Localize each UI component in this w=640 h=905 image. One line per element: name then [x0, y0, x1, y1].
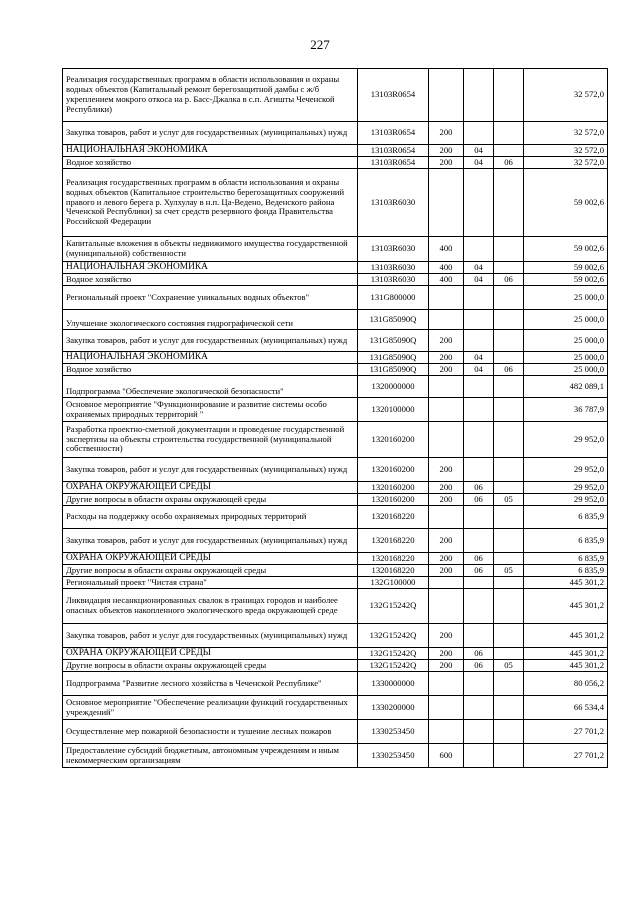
amount: 6 835,9 [524, 529, 608, 553]
amount: 80 056,2 [524, 672, 608, 696]
amount: 445 301,2 [524, 624, 608, 648]
section-code [464, 506, 494, 529]
amount: 32 572,0 [524, 122, 608, 145]
subsection-code [494, 122, 524, 145]
amount: 25 000,0 [524, 330, 608, 352]
subsection-code [494, 237, 524, 262]
expense-type [429, 398, 464, 422]
subsection-code [494, 529, 524, 553]
row-name: Улучшение экологического состояния гидрографической сети [63, 310, 358, 330]
target-code: 1330200000 [358, 696, 429, 720]
expense-type: 200 [429, 529, 464, 553]
row-name: ОХРАНА ОКРУЖАЮЩЕЙ СРЕДЫ [63, 553, 358, 565]
expense-type [429, 577, 464, 589]
target-code: 1320160200 [358, 458, 429, 482]
section-code: 06 [464, 565, 494, 577]
subsection-code: 06 [494, 157, 524, 169]
expense-type: 400 [429, 262, 464, 274]
expense-type: 200 [429, 482, 464, 494]
subsection-code: 05 [494, 494, 524, 506]
expense-type: 200 [429, 565, 464, 577]
amount: 25 000,0 [524, 310, 608, 330]
amount: 445 301,2 [524, 648, 608, 660]
table-row [63, 660, 608, 672]
table-row [63, 696, 608, 720]
table-row [63, 744, 608, 768]
target-code: 13103R0654 [358, 157, 429, 169]
row-name: Другие вопросы в области охраны окружающей среды [63, 494, 358, 506]
subsection-code [494, 648, 524, 660]
section-code [464, 122, 494, 145]
table-row [63, 422, 608, 458]
expense-type: 200 [429, 157, 464, 169]
section-code: 04 [464, 145, 494, 157]
subsection-code [494, 422, 524, 458]
section-code [464, 672, 494, 696]
section-code [464, 310, 494, 330]
row-name: Региональный проект "Сохранение уникальных водных объектов" [63, 286, 358, 310]
expense-type: 400 [429, 237, 464, 262]
table-row [63, 494, 608, 506]
row-name: Расходы на поддержку особо охраняемых природных территорий [63, 506, 358, 529]
target-code: 132G100000 [358, 577, 429, 589]
amount: 27 701,2 [524, 720, 608, 744]
row-name: НАЦИОНАЛЬНАЯ ЭКОНОМИКА [63, 262, 358, 274]
section-code [464, 398, 494, 422]
section-code [464, 744, 494, 768]
subsection-code [494, 624, 524, 648]
section-code [464, 577, 494, 589]
target-code: 1320168220 [358, 529, 429, 553]
amount: 29 952,0 [524, 482, 608, 494]
target-code: 131G85090Q [358, 310, 429, 330]
subsection-code [494, 69, 524, 122]
subsection-code [494, 482, 524, 494]
amount: 6 835,9 [524, 565, 608, 577]
target-code: 13103R0654 [358, 145, 429, 157]
section-code: 04 [464, 364, 494, 376]
section-code: 06 [464, 482, 494, 494]
target-code: 1320168220 [358, 565, 429, 577]
expense-type: 200 [429, 648, 464, 660]
row-name: Закупка товаров, работ и услуг для государственных (муниципальных) нужд [63, 458, 358, 482]
section-code: 06 [464, 648, 494, 660]
expense-type [429, 286, 464, 310]
amount: 25 000,0 [524, 286, 608, 310]
section-code: 06 [464, 494, 494, 506]
target-code: 132G15242Q [358, 589, 429, 624]
section-code [464, 330, 494, 352]
target-code: 13103R6030 [358, 237, 429, 262]
amount: 59 002,6 [524, 169, 608, 237]
row-name: Региональный проект "Чистая страна" [63, 577, 358, 589]
subsection-code [494, 310, 524, 330]
row-name: Водное хозяйство [63, 157, 358, 169]
amount: 59 002,6 [524, 237, 608, 262]
row-name: Основное мероприятие "Функционирование и развитие системы особо охраняемых природных территорий " [63, 398, 358, 422]
expense-type: 400 [429, 274, 464, 286]
section-code [464, 720, 494, 744]
target-code: 1330000000 [358, 672, 429, 696]
target-code: 131G800000 [358, 286, 429, 310]
subsection-code [494, 744, 524, 768]
row-name: Другие вопросы в области охраны окружающей среды [63, 660, 358, 672]
section-code [464, 286, 494, 310]
section-code: 06 [464, 553, 494, 565]
section-code [464, 376, 494, 398]
table-row [63, 553, 608, 565]
subsection-code: 05 [494, 565, 524, 577]
expense-type [429, 720, 464, 744]
row-name: Разработка проектно-сметной документации и проведение государственной экспертизы на объекты строительства государственной (муниципальной собственности) [63, 422, 358, 458]
expense-type: 600 [429, 744, 464, 768]
target-code: 132G15242Q [358, 624, 429, 648]
target-code: 1320160200 [358, 482, 429, 494]
section-code [464, 529, 494, 553]
table-row [63, 565, 608, 577]
table-row [63, 398, 608, 422]
table-row [63, 720, 608, 744]
budget-table-body [63, 69, 608, 768]
page-number: 227 [310, 37, 330, 52]
table-row [63, 122, 608, 145]
expense-type [429, 422, 464, 458]
target-code: 132G15242Q [358, 660, 429, 672]
target-code: 13103R6030 [358, 274, 429, 286]
expense-type [429, 169, 464, 237]
section-code [464, 624, 494, 648]
amount: 29 952,0 [524, 458, 608, 482]
section-code [464, 237, 494, 262]
amount: 482 089,1 [524, 376, 608, 398]
table-row [63, 529, 608, 553]
row-name: ОХРАНА ОКРУЖАЮЩЕЙ СРЕДЫ [63, 648, 358, 660]
amount: 36 787,9 [524, 398, 608, 422]
row-name: НАЦИОНАЛЬНАЯ ЭКОНОМИКА [63, 352, 358, 364]
subsection-code [494, 169, 524, 237]
amount: 59 002,6 [524, 274, 608, 286]
table-row [63, 157, 608, 169]
target-code: 131G85090Q [358, 352, 429, 364]
target-code: 13103R0654 [358, 122, 429, 145]
amount: 59 002,6 [524, 262, 608, 274]
amount: 32 572,0 [524, 145, 608, 157]
target-code: 1320160200 [358, 494, 429, 506]
table-row [63, 262, 608, 274]
row-name: Водное хозяйство [63, 364, 358, 376]
row-name: Подпрограмма "Развитие лесного хозяйства в Чеченской Республике" [63, 672, 358, 696]
target-code: 1330253450 [358, 720, 429, 744]
table-row [63, 69, 608, 122]
subsection-code [494, 145, 524, 157]
subsection-code [494, 286, 524, 310]
target-code: 1320000000 [358, 376, 429, 398]
section-code: 04 [464, 262, 494, 274]
subsection-code [494, 720, 524, 744]
expense-type [429, 310, 464, 330]
amount: 6 835,9 [524, 553, 608, 565]
row-name: Подпрограмма "Обеспечение экологической безопасности" [63, 376, 358, 398]
row-name: Основное мероприятие "Обеспечение реализации функций государственных учреждений" [63, 696, 358, 720]
expense-type [429, 506, 464, 529]
table-row [63, 624, 608, 648]
expense-type: 200 [429, 660, 464, 672]
table-row [63, 286, 608, 310]
table-row [63, 274, 608, 286]
target-code: 131G85090Q [358, 364, 429, 376]
row-name: Предоставление субсидий бюджетным, автономным учреждениям и иным некоммерческим организациям [63, 744, 358, 768]
subsection-code [494, 696, 524, 720]
target-code: 13103R6030 [358, 262, 429, 274]
subsection-code: 05 [494, 660, 524, 672]
amount: 32 572,0 [524, 157, 608, 169]
target-code: 1320168220 [358, 553, 429, 565]
section-code [464, 696, 494, 720]
target-code: 1320160200 [358, 422, 429, 458]
amount: 445 301,2 [524, 577, 608, 589]
row-name: Осуществление мер пожарной безопасности и тушение лесных пожаров [63, 720, 358, 744]
row-name: Капитальные вложения в объекты недвижимого имущества государственной (муниципальной) собственности [63, 237, 358, 262]
subsection-code [494, 589, 524, 624]
target-code: 1330253450 [358, 744, 429, 768]
row-name: ОХРАНА ОКРУЖАЮЩЕЙ СРЕДЫ [63, 482, 358, 494]
target-code: 132G15242Q [358, 648, 429, 660]
table-row [63, 310, 608, 330]
row-name: Закупка товаров, работ и услуг для государственных (муниципальных) нужд [63, 122, 358, 145]
table-row [63, 672, 608, 696]
section-code [464, 69, 494, 122]
expense-type: 200 [429, 458, 464, 482]
expense-type: 200 [429, 364, 464, 376]
section-code: 04 [464, 274, 494, 286]
expense-type: 200 [429, 122, 464, 145]
expense-type: 200 [429, 145, 464, 157]
subsection-code: 06 [494, 364, 524, 376]
table-row [63, 376, 608, 398]
target-code: 1320100000 [358, 398, 429, 422]
section-code: 04 [464, 352, 494, 364]
subsection-code [494, 577, 524, 589]
expense-type [429, 672, 464, 696]
table-row [63, 352, 608, 364]
subsection-code [494, 352, 524, 364]
expense-type: 200 [429, 330, 464, 352]
table-row [63, 330, 608, 352]
subsection-code [494, 458, 524, 482]
table-row [63, 145, 608, 157]
amount: 29 952,0 [524, 422, 608, 458]
row-name: Водное хозяйство [63, 274, 358, 286]
expense-type [429, 376, 464, 398]
amount: 66 534,4 [524, 696, 608, 720]
amount: 25 000,0 [524, 364, 608, 376]
row-name: Реализация государственных программ в области использования и охраны водных объектов (Капитальное строительство берегозащитных сооружений правого и левого берега р. Хулхулау в н.п. Ца-Ведено, Веденского района Чеченской Республики) за счет средств резервного фонда Правительства Российской Федерации [63, 169, 358, 237]
table-row [63, 577, 608, 589]
section-code: 06 [464, 660, 494, 672]
table-row [63, 589, 608, 624]
table-row [63, 506, 608, 529]
subsection-code [494, 506, 524, 529]
amount: 6 835,9 [524, 506, 608, 529]
row-name: Закупка товаров, работ и услуг для государственных (муниципальных) нужд [63, 529, 358, 553]
expense-type: 200 [429, 352, 464, 364]
table-row [63, 237, 608, 262]
target-code: 13103R0654 [358, 69, 429, 122]
subsection-code [494, 672, 524, 696]
expense-type [429, 589, 464, 624]
amount: 27 701,2 [524, 744, 608, 768]
amount: 29 952,0 [524, 494, 608, 506]
amount: 445 301,2 [524, 589, 608, 624]
row-name: Реализация государственных программ в области использования и охраны водных объектов (Капитальный ремонт берегозащитной дамбы с ж/б укреплением мокрого откоса на р. Басс-Джалка в с.п. Агишты Чеченской Республики) [63, 69, 358, 122]
table-row [63, 169, 608, 237]
section-code [464, 169, 494, 237]
subsection-code [494, 553, 524, 565]
subsection-code [494, 262, 524, 274]
budget-table [62, 68, 608, 768]
section-code [464, 589, 494, 624]
row-name: Ликвидация несанкционированных свалок в границах городов и наиболее опасных объектов накопленного экологического вреда окружающей среде [63, 589, 358, 624]
table-row [63, 648, 608, 660]
row-name: Другие вопросы в области охраны окружающей среды [63, 565, 358, 577]
section-code [464, 458, 494, 482]
row-name: НАЦИОНАЛЬНАЯ ЭКОНОМИКА [63, 145, 358, 157]
subsection-code: 06 [494, 274, 524, 286]
amount: 25 000,0 [524, 352, 608, 364]
table-row [63, 364, 608, 376]
table-row [63, 482, 608, 494]
subsection-code [494, 376, 524, 398]
row-name: Закупка товаров, работ и услуг для государственных (муниципальных) нужд [63, 624, 358, 648]
subsection-code [494, 330, 524, 352]
amount: 32 572,0 [524, 69, 608, 122]
target-code: 131G85090Q [358, 330, 429, 352]
row-name: Закупка товаров, работ и услуг для государственных (муниципальных) нужд [63, 330, 358, 352]
amount: 445 301,2 [524, 660, 608, 672]
subsection-code [494, 398, 524, 422]
expense-type [429, 69, 464, 122]
expense-type [429, 696, 464, 720]
expense-type: 200 [429, 624, 464, 648]
target-code: 13103R6030 [358, 169, 429, 237]
section-code: 04 [464, 157, 494, 169]
table-row [63, 458, 608, 482]
expense-type: 200 [429, 553, 464, 565]
expense-type: 200 [429, 494, 464, 506]
section-code [464, 422, 494, 458]
target-code: 1320168220 [358, 506, 429, 529]
